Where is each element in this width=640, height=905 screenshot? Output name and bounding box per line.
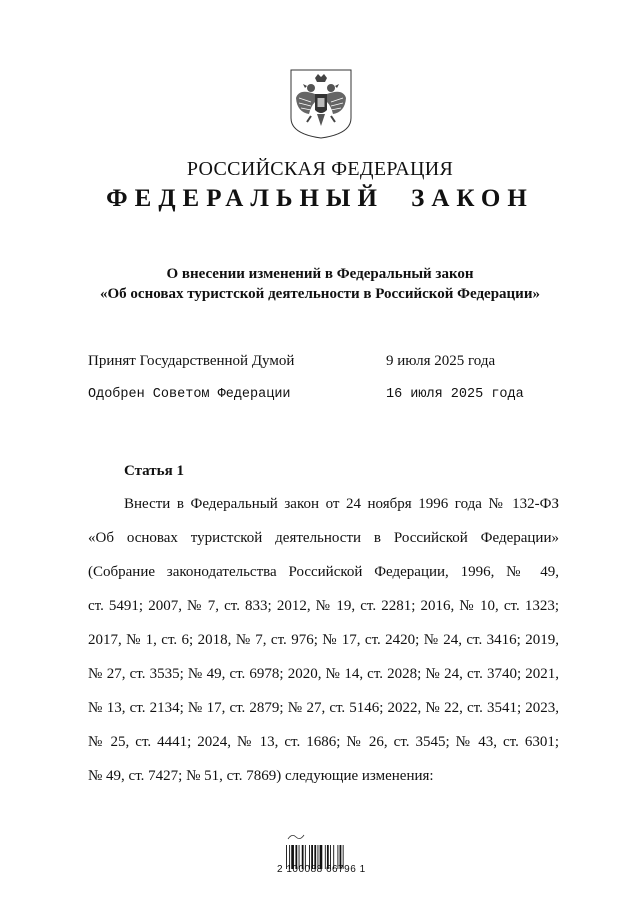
body-line-2: «Об основах туристской деятельности в Российской Федерации» [88,530,559,546]
law-title-line-1: О внесении изменений в Федеральный закон [166,266,474,282]
coat-of-arms-emblem [289,68,353,140]
body-line-1: Внести в Федеральный закон от 24 ноября 1996 года № 132-ФЗ [124,496,559,512]
body-line-3: (Собрание законодательства Российской Федерации, 1996, № 49, [88,564,559,580]
country-heading: РОССИЙСКАЯ ФЕДЕРАЦИЯ [186,158,454,180]
body-line-7: № 13, ст. 2134; № 17, ст. 2879; № 27, ст. 5146; 2022, № 22, ст. 3541; 2023, [88,700,559,716]
duma-adoption-label: Принят Государственной Думой [88,353,295,369]
article-heading: Статья 1 [124,463,184,479]
law-title [0,264,640,304]
body-line-4: ст. 5491; 2007, № 7, ст. 833; 2012, № 19, ст. 2281; 2016, № 10, ст. 1323; [88,598,559,614]
document-type-heading: ФЕДЕРАЛЬНЫЙ ЗАКОН [106,185,534,212]
duma-adoption-date: 9 июля 2025 года [386,353,496,369]
body-line-5: 2017, № 1, ст. 6; 2018, № 7, ст. 976; № 17, ст. 2420; № 24, ст. 3416; 2019, [88,632,559,648]
law-title-line-2: «Об основах туристской деятельности в Российской Федерации» [100,286,540,302]
barcode-number: 2 100088 66796 1 [277,864,366,875]
body-line-9: № 49, ст. 7427; № 51, ст. 7869) следующие изменения: [88,768,434,784]
council-approval-date: 16 июля 2025 года [386,387,524,402]
body-line-6: № 27, ст. 3535; № 49, ст. 6978; 2020, № 14, ст. 2028; № 24, ст. 3740; 2021, [88,666,559,682]
body-line-8: № 25, ст. 4441; 2024, № 13, ст. 1686; № 26, ст. 3545; № 43, ст. 6301; [88,734,559,750]
council-approval-label: Одобрен Советом Федерации [88,387,291,402]
